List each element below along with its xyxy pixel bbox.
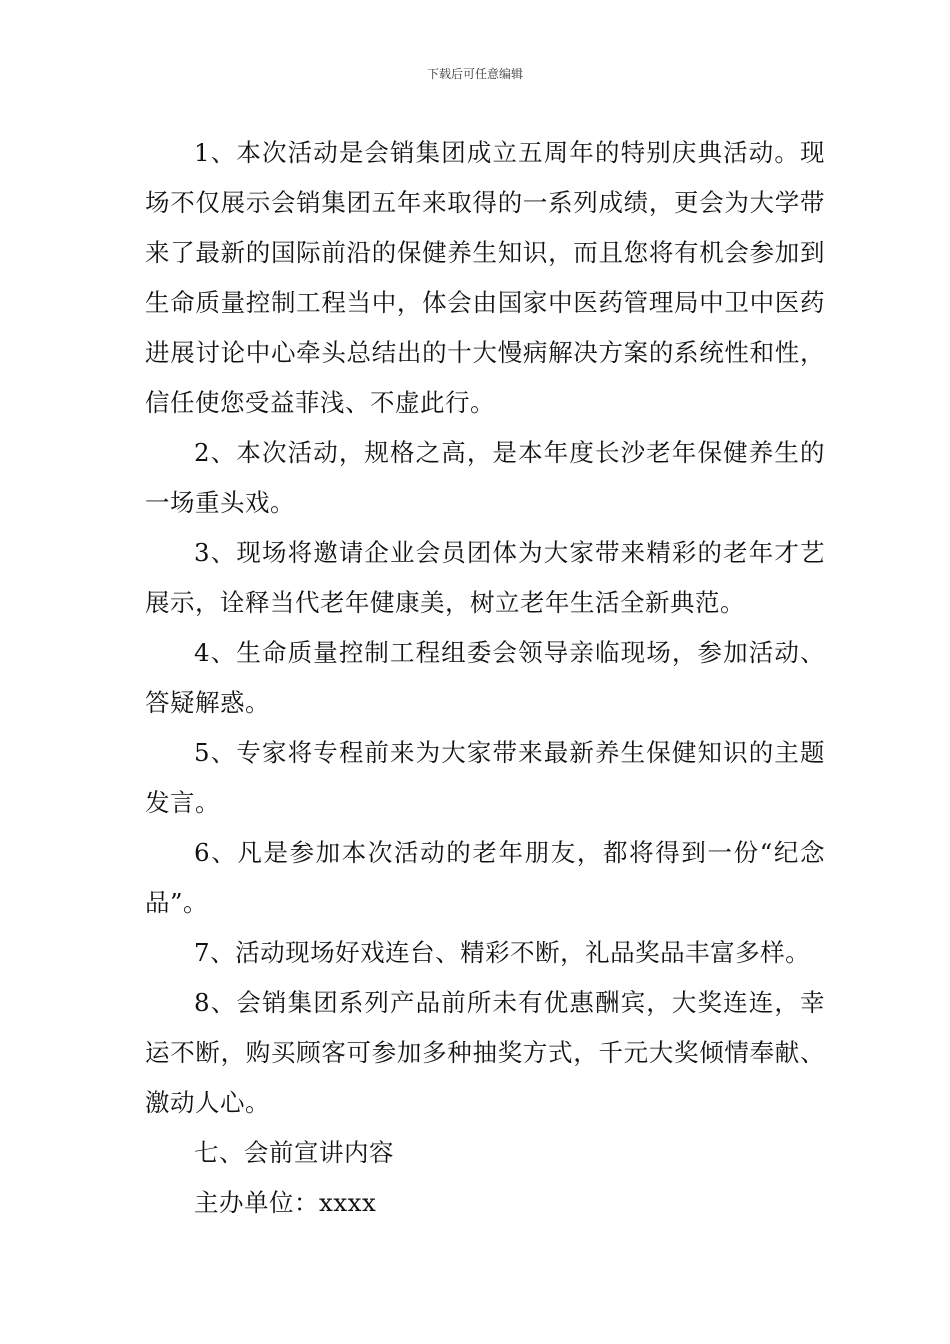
- paragraph-item-3: 3、现场将邀请企业会员团体为大家带来精彩的老年才艺展示，诠释当代老年健康美，树立老年生活全新典范。: [145, 538, 825, 617]
- paragraph-item-7: 7、活动现场好戏连台、精彩不断，礼品奖品丰富多样。: [194, 938, 811, 967]
- paragraph-item-8: 8、会销集团系列产品前所未有优惠酬宾，大奖连连，幸运不断，购买顾客可参加多种抽奖方式，千元大奖倾情奉献、激动人心。: [145, 988, 825, 1117]
- paragraph-item-6: 6、凡是参加本次活动的老年朋友，都将得到一份“纪念品”。: [145, 838, 825, 917]
- section-heading: 七、会前宣讲内容: [194, 1138, 394, 1167]
- document-body: [145, 128, 825, 1228]
- organizer-line: 主办单位：xxxx: [194, 1188, 377, 1217]
- paragraph-item-1: 1、本次活动是会销集团成立五周年的特别庆典活动。现场不仅展示会销集团五年来取得的一系列成绩，更会为大学带来了最新的国际前沿的保健养生知识，而且您将有机会参加到生命质量控制工程当中，体会由国家中医药管理局中卫中医药进展讨论中心牵头总结出的十大慢病解决方案的系统性和性，信任使您受益菲浅、不虚此行。: [145, 138, 825, 417]
- page-header: 下载后可任意编辑: [426, 67, 523, 81]
- paragraph-item-5: 5、专家将专程前来为大家带来最新养生保健知识的主题发言。: [145, 738, 825, 817]
- paragraph-item-4: 4、生命质量控制工程组委会领导亲临现场，参加活动、答疑解惑。: [145, 638, 825, 717]
- paragraph-item-2: 2、本次活动，规格之高，是本年度长沙老年保健养生的一场重头戏。: [145, 438, 825, 517]
